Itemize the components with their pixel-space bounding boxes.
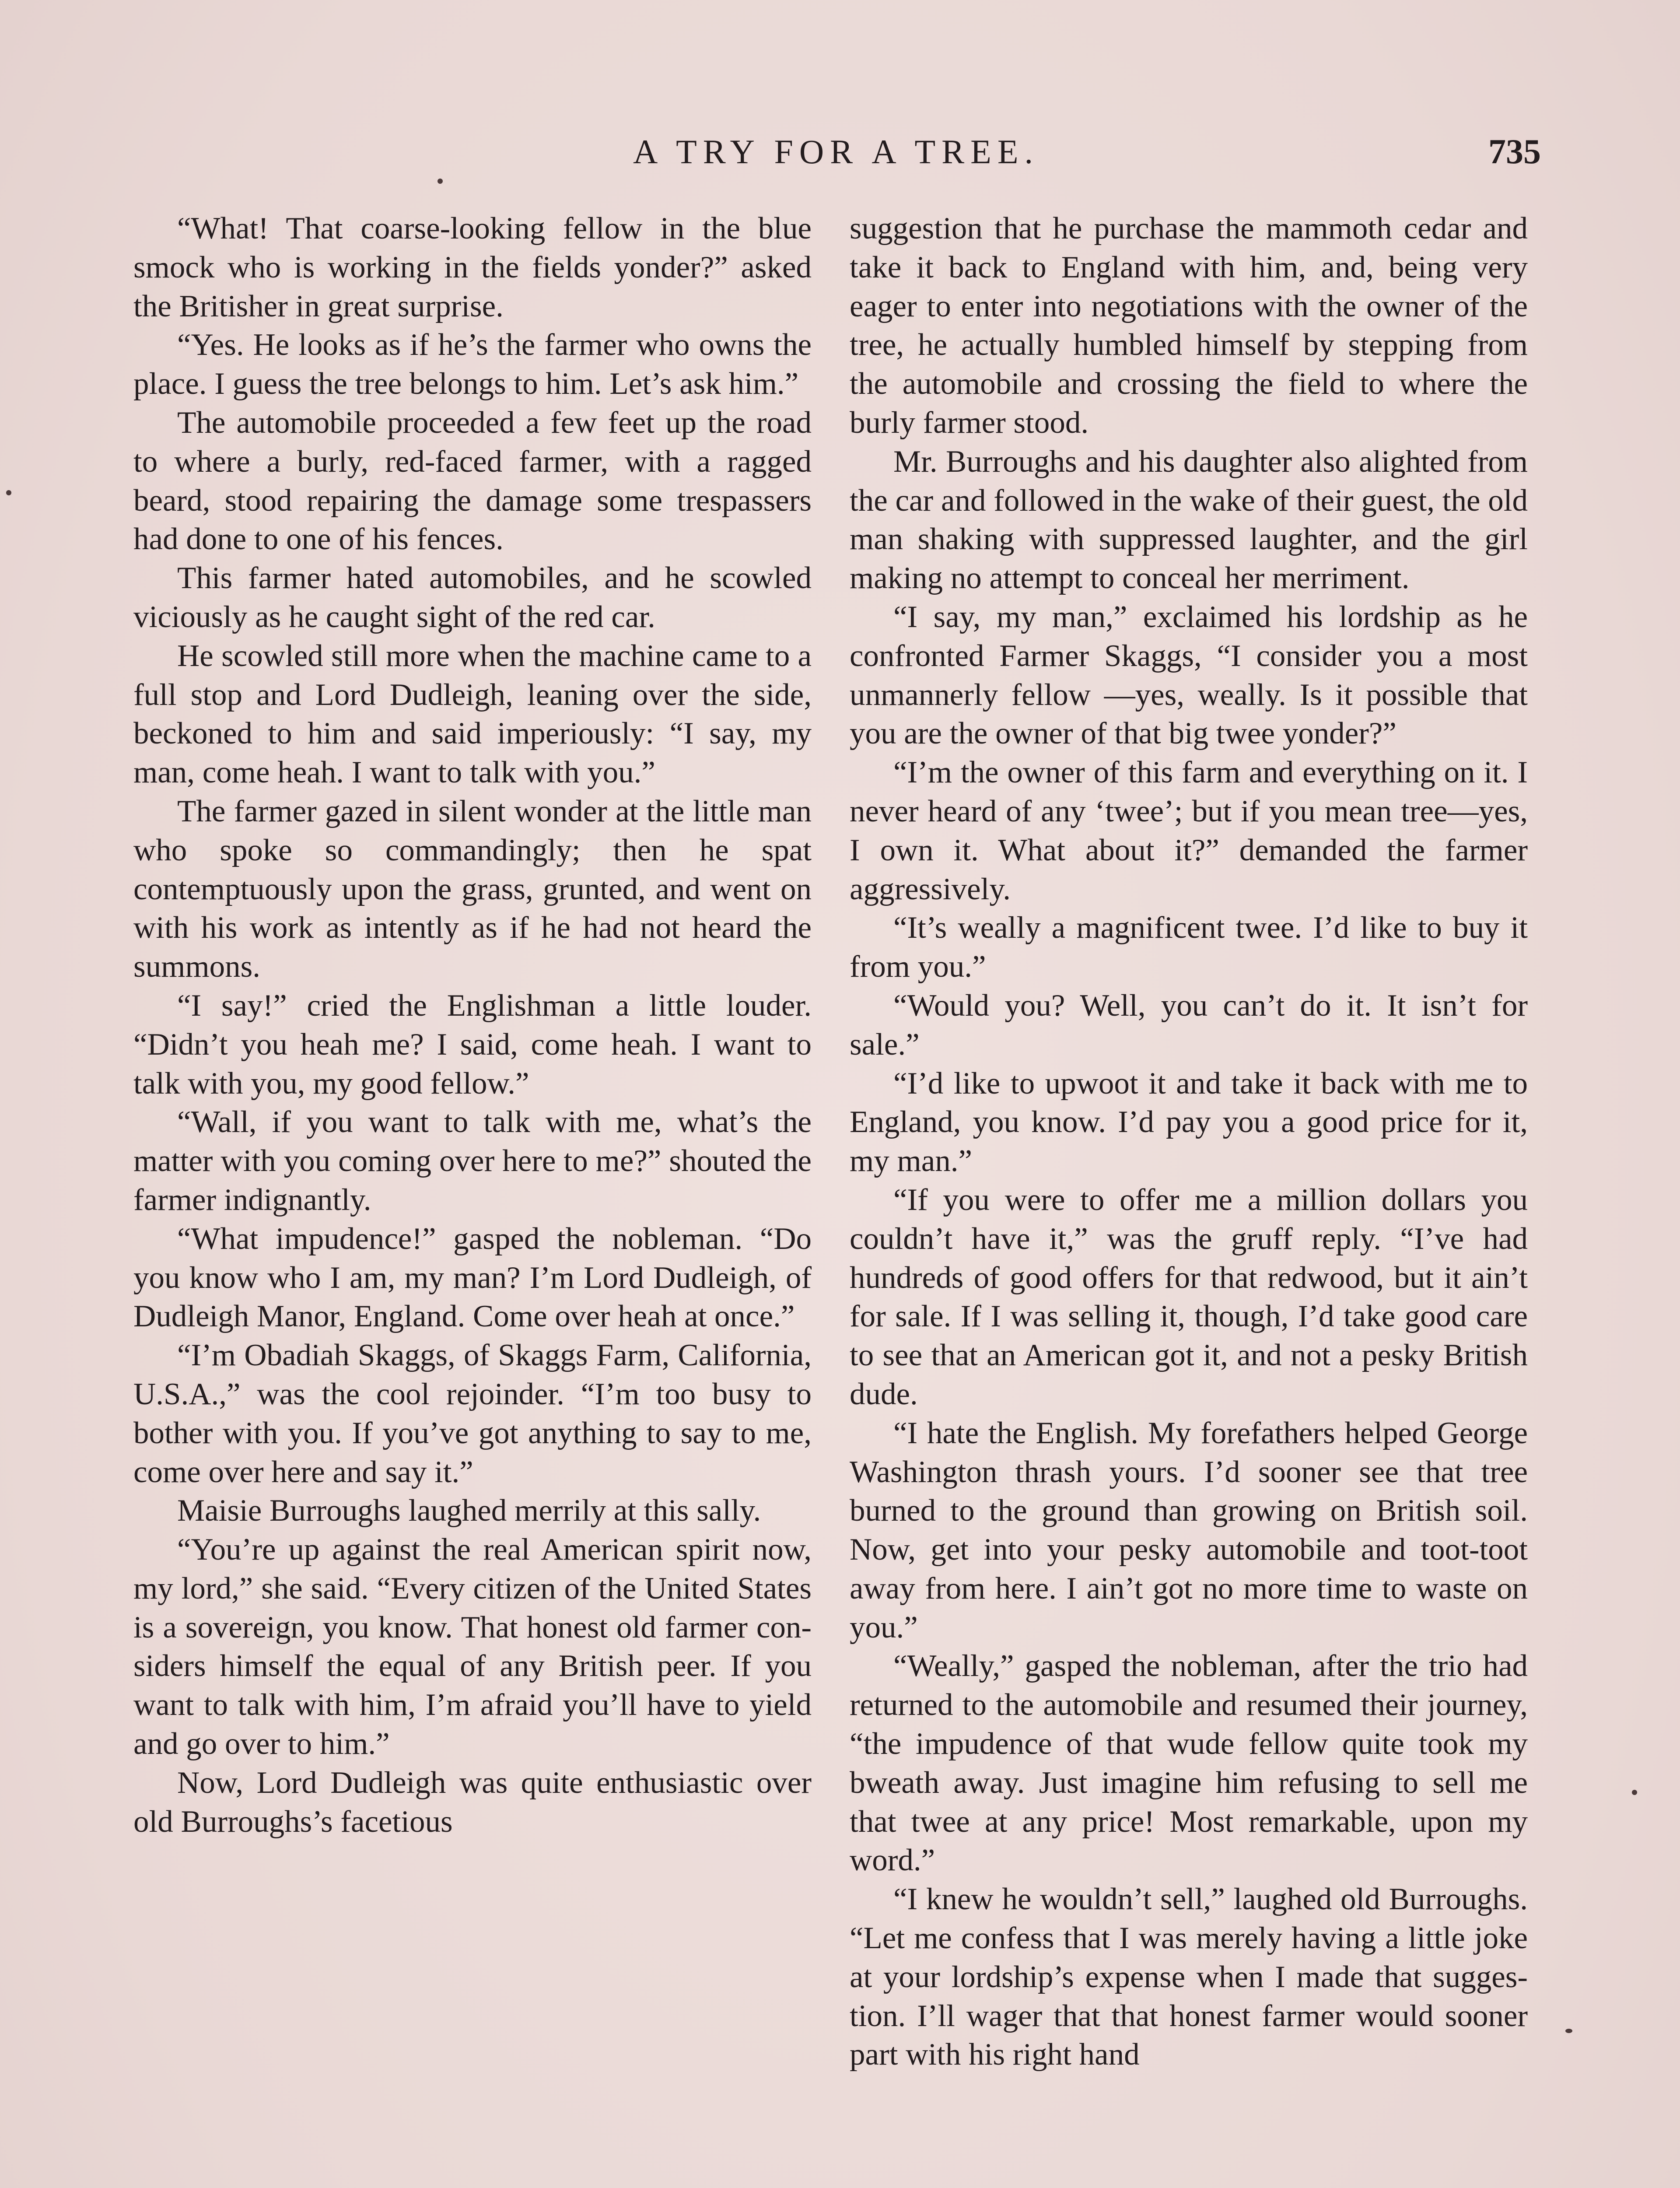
paragraph: “I’d like to upwoot it and take it back with me to England, you know. I’d pay you a good price for it, my man.” — [850, 1066, 1528, 1178]
page-number: 735 — [1488, 133, 1541, 171]
paragraph: “I knew he wouldn’t sell,” laughed old Burroughs. “Let me confess that I was merely having a little joke at your lordship’s expense when I made that suggestion. I’ll wager that that honest farmer would sooner part with his right hand — [850, 1882, 1528, 2072]
paragraph: “It’s weally a magnificent twee. I’d like to buy it from you.” — [850, 911, 1528, 984]
paragraph: He scowled still more when the machine came to a full stop and Lord Dudleigh, leaning over the side, beckoned to him and said imperiously: “I say, my man, come heah. I want to talk with you.” — [133, 638, 812, 790]
ink-speck — [6, 490, 11, 495]
right-column — [850, 209, 1528, 2074]
paragraph: Now, Lord Dudleigh was quite enthusiastic over old Burroughs’s facetious — [133, 1765, 812, 1839]
paragraph: This farmer hated automobiles, and he scowled viciously as he caught sight of the red car. — [133, 561, 812, 634]
paragraph: “I hate the English. My forefathers helped George Washington thrash yours. I’d sooner see that tree burned to the ground than growing on British soil. Now, get into your pesky automobile and toot-toot away from here. I ain’t got no more time to waste on you.” — [850, 1416, 1528, 1645]
paragraph: Maisie Burroughs laughed merrily at this sally. — [177, 1494, 761, 1528]
paragraph: Mr. Burroughs and his daughter also alighted from the car and followed in the wake of their guest, the old man shaking with suppressed laughter, and the girl making no attempt to conceal her merriment. — [850, 444, 1528, 596]
paragraph: “You’re up against the real American spirit now, my lord,” she said. “Every citizen of the United States is a sovereign, you know. That honest old farmer considers himself the equal of any British peer. If you want to talk with him, I’m afraid you’ll have to yield and go over to him.” — [133, 1532, 812, 1761]
paragraph: “Weally,” gasped the nobleman, after the trio had returned to the automobile and resumed their journey, “the impudence of that wude fellow quite took my bweath away. Just imagine him refusing to sell me that twee at any price! Most remarkable, upon my word.” — [850, 1649, 1528, 1878]
paragraph: “I’m Obadiah Skaggs, of Skaggs Farm, California, U.S.A.,” was the cool rejoinder. “I’m too busy to bother with you. If you’ve got anything to say to me, come over here and say it.” — [133, 1338, 812, 1489]
ink-speck — [438, 179, 443, 184]
page-header — [131, 128, 1541, 176]
paragraph: “Wall, if you want to talk with me, what’s the matter with you coming over here to me?” shouted the farmer indignantly. — [133, 1105, 812, 1217]
ink-speck — [1632, 1790, 1637, 1795]
paragraph: “I say!” cried the Englishman a little louder. “Didn’t you heah me? I said, come heah. I want to talk with you, my good fellow.” — [133, 988, 812, 1101]
paragraph: “If you were to offer me a million dollars you couldn’t have it,” was the gruff reply. “I’ve had hundreds of good offers for that redwood, but it ain’t for sale. If I was selling it, though, I’d take good care to see that an American got it, and not a pesky British dude. — [850, 1182, 1528, 1411]
paragraph: “Yes. He looks as if he’s the farmer who owns the place. I guess the tree belongs to him. Let’s ask him.” — [133, 328, 812, 401]
paragraph: suggestion that he purchase the mammoth cedar and take it back to England with him, and, being very eager to enter into negotiations with the owner of the tree, he actually humbled himself by stepping from the automobile and crossing the field to where the burly farmer stood. — [850, 211, 1528, 440]
running-title: A TRY FOR A TREE. — [633, 133, 1039, 171]
paragraph: The automobile proceeded a few feet up the road to where a burly, red-faced farmer, with a ragged beard, stood repairing the damage some trespassers had done to one of his fences. — [133, 405, 812, 557]
paragraph: The farmer gazed in silent wonder at the little man who spoke so commandingly; then he spat contemptuously upon the grass, grunted, and went on with his work as intently as if he had not heard the summons. — [133, 794, 812, 984]
paragraph: “What! That coarse-looking fellow in the blue smock who is working in the fields yonder?” asked the Britisher in great surprise. — [133, 211, 812, 323]
ink-speck — [1565, 2029, 1572, 2033]
left-column — [133, 209, 812, 1841]
paragraph: “Would you? Well, you can’t do it. It isn’t for sale.” — [850, 988, 1528, 1062]
paragraph: “I’m the owner of this farm and everything on it. I never heard of any ‘twee’; but if you mean tree—yes, I own it. What about it?” demanded the farmer aggressively. — [850, 755, 1528, 906]
paragraph: “I say, my man,” exclaimed his lordship as he confronted Farmer Skaggs, “I consider you a most unmannerly fellow —yes, weally. Is it possible that you are the owner of that big twee yonder?” — [850, 600, 1528, 751]
paragraph: “What impudence!” gasped the nobleman. “Do you know who I am, my man? I’m Lord Dudleigh, of Dudleigh Manor, England. Come over heah at once.” — [133, 1221, 812, 1334]
